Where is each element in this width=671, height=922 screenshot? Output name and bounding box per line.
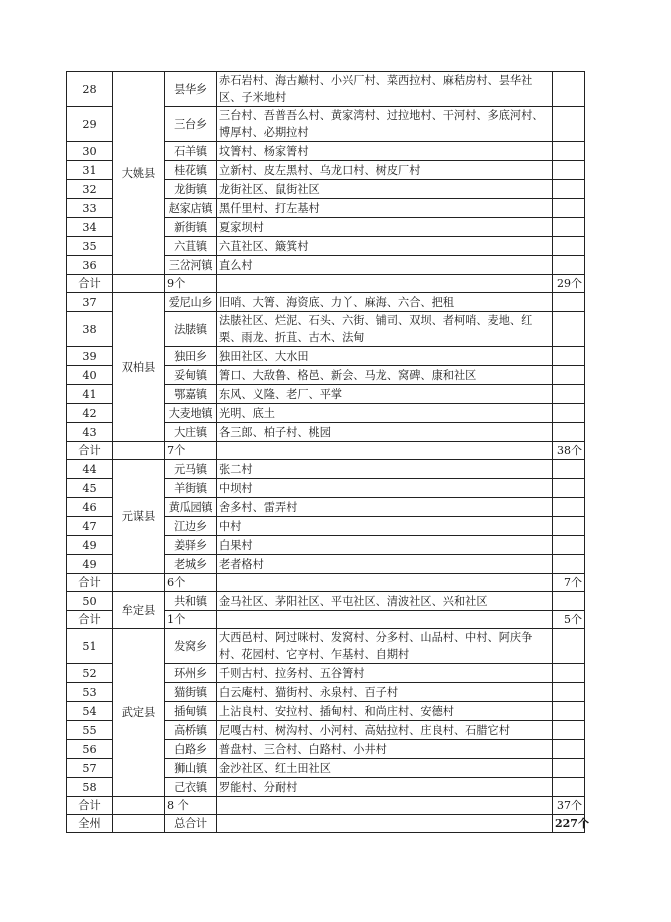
town-count: 1个 <box>165 611 217 629</box>
row-number: 34 <box>67 218 113 237</box>
village-list: 白果村 <box>217 536 553 555</box>
row-number: 43 <box>67 423 113 442</box>
total-cell <box>553 479 585 498</box>
row-number: 39 <box>67 347 113 366</box>
village-list: 赤石岩村、海古巅村、小兴厂村、菜西拉村、麻秸房村、昙华社区、子米地村 <box>217 72 553 107</box>
village-list: 中村 <box>217 517 553 536</box>
town-name: 三台乡 <box>165 107 217 142</box>
town-name: 昙华乡 <box>165 72 217 107</box>
town-name: 鄂嘉镇 <box>165 385 217 404</box>
town-name: 姜驿乡 <box>165 536 217 555</box>
total-cell <box>553 498 585 517</box>
county-name: 武定县 <box>113 629 165 797</box>
total-cell <box>553 536 585 555</box>
village-list: 东风、义隆、老厂、平掌 <box>217 385 553 404</box>
table-row <box>67 460 585 479</box>
row-number: 42 <box>67 404 113 423</box>
village-list: 箐口、大敌鲁、格邑、新会、马龙、窝碑、康和社区 <box>217 366 553 385</box>
row-number: 51 <box>67 629 113 664</box>
village-list: 黑仟里村、打左基村 <box>217 199 553 218</box>
grand-total-caption: 总合计 <box>165 815 217 833</box>
town-name: 大麦地镇 <box>165 404 217 423</box>
town-count: 6个 <box>165 574 217 592</box>
row-number: 37 <box>67 293 113 312</box>
total-cell <box>553 293 585 312</box>
town-name: 元马镇 <box>165 460 217 479</box>
row-number: 38 <box>67 312 113 347</box>
total-cell <box>553 347 585 366</box>
town-name: 猫街镇 <box>165 683 217 702</box>
row-number: 40 <box>67 366 113 385</box>
county-name: 元谋县 <box>113 460 165 574</box>
county-name: 大姚县 <box>113 72 165 275</box>
total-cell <box>553 218 585 237</box>
row-number: 41 <box>67 385 113 404</box>
town-name: 赵家店镇 <box>165 199 217 218</box>
total-cell <box>553 237 585 256</box>
town-name: 六苴镇 <box>165 237 217 256</box>
total-cell <box>553 721 585 740</box>
subtotal-label: 合计 <box>67 574 113 592</box>
total-cell <box>553 629 585 664</box>
total-cell <box>553 517 585 536</box>
town-name: 老城乡 <box>165 555 217 574</box>
total-cell <box>553 702 585 721</box>
town-name: 大庄镇 <box>165 423 217 442</box>
village-list: 夏家坝村 <box>217 218 553 237</box>
row-number: 57 <box>67 759 113 778</box>
town-name: 白路乡 <box>165 740 217 759</box>
total-cell <box>553 199 585 218</box>
total-cell <box>553 312 585 347</box>
total-cell <box>553 366 585 385</box>
village-list: 上沾良村、安拉村、插甸村、和尚庄村、安德村 <box>217 702 553 721</box>
row-number: 55 <box>67 721 113 740</box>
town-count: 7个 <box>165 442 217 460</box>
total-cell <box>553 142 585 161</box>
county-name: 双柏县 <box>113 293 165 442</box>
village-list: 张二村 <box>217 460 553 479</box>
village-total: 38个 <box>553 442 585 460</box>
table-row <box>67 293 585 312</box>
subtotal-label: 合计 <box>67 442 113 460</box>
row-number: 54 <box>67 702 113 721</box>
total-cell <box>553 664 585 683</box>
village-list: 白云庵村、猫街村、永泉村、百子村 <box>217 683 553 702</box>
village-list: 罗能村、分耐村 <box>217 778 553 797</box>
row-number: 45 <box>67 479 113 498</box>
table-row <box>67 592 585 611</box>
village-list: 各三郎、柏子村、桃园 <box>217 423 553 442</box>
row-number: 33 <box>67 199 113 218</box>
row-number: 44 <box>67 460 113 479</box>
table-row <box>67 629 585 664</box>
total-cell <box>553 592 585 611</box>
town-name: 己衣镇 <box>165 778 217 797</box>
total-cell <box>553 683 585 702</box>
row-number: 46 <box>67 498 113 517</box>
row-number: 28 <box>67 72 113 107</box>
row-number: 47 <box>67 517 113 536</box>
total-cell <box>553 778 585 797</box>
village-list: 金马社区、茅阳社区、平屯社区、清波社区、兴和社区 <box>217 592 553 611</box>
town-name: 羊街镇 <box>165 479 217 498</box>
table-row <box>67 72 585 107</box>
subtotal-label: 合计 <box>67 797 113 815</box>
row-number: 35 <box>67 237 113 256</box>
town-name: 桂花镇 <box>165 161 217 180</box>
row-number: 31 <box>67 161 113 180</box>
town-name: 狮山镇 <box>165 759 217 778</box>
grand-total-row <box>67 815 585 833</box>
total-cell <box>553 404 585 423</box>
village-list: 普盘村、三合村、白路村、小井村 <box>217 740 553 759</box>
row-number: 32 <box>67 180 113 199</box>
row-number: 30 <box>67 142 113 161</box>
town-name: 新街镇 <box>165 218 217 237</box>
town-name: 黄瓜园镇 <box>165 498 217 517</box>
village-list: 坟箐村、杨家箐村 <box>217 142 553 161</box>
subtotal-row <box>67 574 585 592</box>
village-list: 金沙社区、红土田社区 <box>217 759 553 778</box>
total-cell <box>553 740 585 759</box>
village-list: 老者格村 <box>217 555 553 574</box>
village-list: 旧哨、大箐、海资底、力丫、麻海、六合、把租 <box>217 293 553 312</box>
total-cell <box>553 555 585 574</box>
village-list: 千则古村、拉务村、五谷箐村 <box>217 664 553 683</box>
village-list: 直么村 <box>217 256 553 275</box>
subtotal-label: 合计 <box>67 611 113 629</box>
row-number: 50 <box>67 592 113 611</box>
poverty-village-table <box>66 71 589 833</box>
town-name: 法脿镇 <box>165 312 217 347</box>
village-list: 大西邑村、阿过咪村、发窝村、分多村、山品村、中村、阿庆争村、花园村、它亨村、乍基村、自期村 <box>217 629 553 664</box>
village-list: 立新村、皮左黑村、乌龙口村、树皮厂村 <box>217 161 553 180</box>
row-number: 36 <box>67 256 113 275</box>
village-list: 三台村、吾普吾么村、黄家湾村、过拉地村、干河村、多底河村、博厚村、必期拉村 <box>217 107 553 142</box>
grand-total-value: 227个 <box>553 815 585 833</box>
village-list: 尼嘎古村、树沟村、小河村、高姑拉村、庄良村、石腊它村 <box>217 721 553 740</box>
row-number: 58 <box>67 778 113 797</box>
total-cell <box>553 107 585 142</box>
total-cell <box>553 161 585 180</box>
village-list: 法脿社区、烂泥、石头、六街、铺司、双坝、者柯哨、麦地、红栗、雨龙、折苴、古木、法甸 <box>217 312 553 347</box>
subtotal-label: 合计 <box>67 275 113 293</box>
town-name: 爱尼山乡 <box>165 293 217 312</box>
town-name: 石羊镇 <box>165 142 217 161</box>
row-number: 49 <box>67 536 113 555</box>
total-cell <box>553 460 585 479</box>
subtotal-row <box>67 797 585 815</box>
village-list: 六苴社区、簸箕村 <box>217 237 553 256</box>
total-cell <box>553 180 585 199</box>
town-name: 江边乡 <box>165 517 217 536</box>
town-name: 环州乡 <box>165 664 217 683</box>
town-count: 9个 <box>165 275 217 293</box>
row-number: 56 <box>67 740 113 759</box>
grand-total-label: 全州 <box>67 815 113 833</box>
town-name: 三岔河镇 <box>165 256 217 275</box>
village-list: 独田社区、大水田 <box>217 347 553 366</box>
subtotal-row <box>67 442 585 460</box>
village-list: 光明、底土 <box>217 404 553 423</box>
village-list: 中坝村 <box>217 479 553 498</box>
town-name: 共和镇 <box>165 592 217 611</box>
village-total: 29个 <box>553 275 585 293</box>
total-cell <box>553 423 585 442</box>
total-cell <box>553 385 585 404</box>
town-name: 插甸镇 <box>165 702 217 721</box>
village-list: 龙街社区、鼠街社区 <box>217 180 553 199</box>
subtotal-row <box>67 275 585 293</box>
row-number: 29 <box>67 107 113 142</box>
village-list: 舍多村、雷弄村 <box>217 498 553 517</box>
town-name: 高桥镇 <box>165 721 217 740</box>
row-number: 49 <box>67 555 113 574</box>
village-total: 5个 <box>553 611 585 629</box>
row-number: 52 <box>67 664 113 683</box>
village-total: 7个 <box>553 574 585 592</box>
county-name: 牟定县 <box>113 592 165 629</box>
row-number: 53 <box>67 683 113 702</box>
town-count: 8 个 <box>165 797 217 815</box>
total-cell <box>553 72 585 107</box>
town-name: 龙街镇 <box>165 180 217 199</box>
town-name: 发窝乡 <box>165 629 217 664</box>
town-name: 独田乡 <box>165 347 217 366</box>
total-cell <box>553 759 585 778</box>
village-total: 37个 <box>553 797 585 815</box>
total-cell <box>553 256 585 275</box>
town-name: 妥甸镇 <box>165 366 217 385</box>
